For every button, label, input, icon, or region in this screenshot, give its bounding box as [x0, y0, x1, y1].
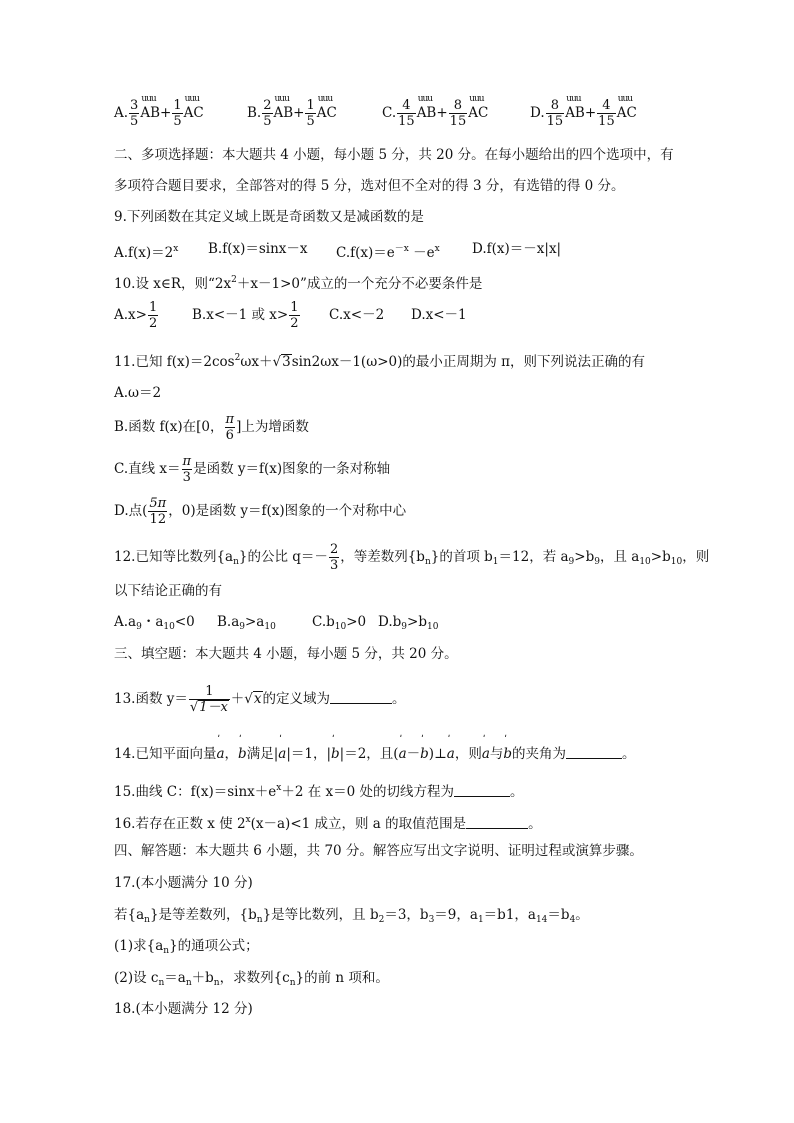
fraction: $\frac{8}{15}$ — [449, 98, 467, 129]
fraction: $\frac{8}{15}$ — [546, 98, 564, 129]
q12-option-b: $B.a_9>a_{10}$ — [217, 614, 276, 632]
q12-option-a: $A.a_9$・$a_{10}<0$ — [114, 614, 195, 632]
q11-option-a: A.ω＝2 — [114, 385, 162, 401]
q12-stem: 12.已知等比数列$\{a_n\}$的公比 q＝－ $\frac{2}{3}$ ，等差数列$\{b_n\}$的首项 $b_1=12$，若 $a_9>b_9$，且 $a_{10}>b_{10}$，则 — [114, 542, 710, 573]
q8-option-a: A. $\frac{3}{5}$ uuu AB+ $\frac{1}{5}$ uuu AC — [114, 94, 204, 129]
q9-stem: 9.下列函数在其定义域上既是奇函数又是减函数的是 — [114, 209, 424, 225]
q16: 16.若存在正数 x 使 $2^x(x-a)<1$ 成立，则 a 的取值范围是 。 — [114, 815, 542, 832]
fraction: $\frac{\pi}{3}$ — [182, 454, 192, 485]
vector-ac: uuu AC — [316, 94, 337, 121]
vector-b: ˈ b — [331, 735, 340, 762]
vector-ac: uuu AC — [183, 94, 204, 121]
vector-ac: uuu AC — [468, 94, 489, 121]
vector-ab: uuu AB — [273, 94, 294, 121]
q10-option-c: C.x<－2 — [329, 307, 385, 323]
q17-part2: (2)设 $c_n=a_n+b_n$，求数列$\{c_n\}$的前 n 项和。 — [114, 970, 389, 988]
fraction: $\frac{1}{5}$ — [306, 98, 315, 129]
vector-a: ˈ a — [446, 735, 455, 762]
fraction: $\frac{4}{15}$ — [598, 98, 615, 129]
vector-a: ˈ a — [216, 735, 225, 762]
q15: 15.曲线 C：$f(x)=\sin x+e^x+2$ 在 x＝0 处的切线方程为 。 — [114, 783, 524, 800]
vector-a: ˈ a — [481, 735, 490, 762]
answer-blank[interactable] — [454, 784, 510, 797]
q17-heading: 17.(本小题满分 10 分) — [114, 875, 253, 891]
fraction: $\frac{1}{2}$ — [148, 300, 158, 331]
fraction: $\frac{2}{5}$ — [263, 98, 272, 129]
q9-option-c: $C.f(x)=e^{-x} -e^x$ — [336, 244, 440, 261]
q9-option-a: $A.f(x)=2^x$ — [114, 244, 179, 261]
answer-blank[interactable] — [566, 746, 622, 759]
q10-option-b: B.x<－1 或 x> $\frac{1}{2}$ — [192, 300, 299, 331]
q18-heading: 18.(本小题满分 12 分) — [114, 1001, 253, 1017]
fraction: $\frac{1}{5}$ — [173, 98, 182, 129]
q14: 14.已知平面向量 ˈ a， ˈ b满足| ˈ a|＝1，| ˈ b|＝2，且( ˈ a－ ˈ b)⊥ ˈ a，则 ˈ a与 ˈ b的夹角为 。 — [114, 735, 636, 762]
fraction: $\frac{3}{5}$ — [130, 98, 139, 129]
vector-a: ˈ a — [398, 735, 407, 762]
q8-option-c: C. $\frac{4}{15}$ uuu AB+ $\frac{8}{15}$ uuu AC — [382, 94, 489, 129]
section2-text: 多项符合题目要求，全部答对的得 5 分，选对但不全对的得 3 分，有选错的得 0 分。 — [114, 178, 625, 194]
q11-stem: 11.已知 $f(x)=2\cos^2\omega x+√3\sin 2\omega x-1(\omega>0)$的最小正周期为 π，则下列说法正确的有 — [114, 353, 646, 370]
q12-option-d: $D.b_9>b_{10}$ — [378, 614, 439, 632]
vector-b: ˈ b — [238, 735, 247, 762]
q11-option-d: D.点( $\frac{5\pi}{12}$ ，0)是函数 y＝f(x)图象的一个对称中心 — [114, 496, 407, 527]
q17-part1: (1)求$\{a_n\}$的通项公式； — [114, 938, 259, 956]
q9-option-d: D.f(x)＝－x|x| — [472, 241, 562, 257]
q12-option-c: $C.b_{10}>0$ — [312, 614, 367, 632]
q9-option-b: B.f(x)＝sinx－x — [208, 241, 308, 257]
fraction: $\frac{\pi}{6}$ — [225, 412, 235, 443]
vector-a: ˈ a — [278, 735, 287, 762]
vector-ab: uuu AB — [140, 94, 160, 121]
q17-stem: 若$\{a_n\}$是等差数列，$\{b_n\}$是等比数列，且 $b_2=3$，$b_3=9$，$a_1=b1$，$a_{14}=b_4$。 — [114, 907, 589, 925]
sqrt-sign: √ — [189, 700, 199, 715]
fraction: $\frac{1}{2}$ — [290, 300, 299, 331]
q8-option-b: B. $\frac{2}{5}$ uuu AB+ $\frac{1}{5}$ uuu AC — [247, 94, 337, 129]
q10-stem: 10.设 x∈R，则“$2x^2+x-1>0$”成立的一个充分不必要条件是 — [114, 275, 483, 292]
answer-blank[interactable] — [466, 816, 528, 829]
fraction: $\frac{2}{3}$ — [329, 542, 339, 573]
q11-option-b: B.函数 f(x)在[0， $\frac{\pi}{6}$ ]上为增函数 — [114, 412, 309, 443]
q10-option-d: D.x<－1 — [411, 307, 467, 323]
sqrt-sign: √ — [272, 354, 282, 370]
q13: 13.函数 y＝ $\frac{1}{√1-x}$ ＋√x的定义域为 。 — [114, 684, 406, 715]
fraction: $\frac{5\pi}{12}$ — [149, 496, 167, 527]
q12-stem-cont: 以下结论正确的有 — [114, 583, 222, 599]
sqrt-sign: √ — [244, 691, 253, 707]
option-letter: A. — [114, 105, 129, 121]
section3-heading: 三、填空题：本大题共 4 小题，每小题 5 分，共 20 分。 — [114, 646, 458, 662]
q11-option-c: C.直线 x＝ $\frac{\pi}{3}$ 是函数 y＝f(x)图象的一条对称轴 — [114, 454, 391, 485]
fraction: $\frac{1}{√1-x}$ — [189, 684, 228, 715]
vector-ac: uuu AC — [616, 94, 637, 121]
fraction: $\frac{4}{15}$ — [398, 98, 415, 129]
vector-ab: uuu AB — [416, 94, 437, 121]
answer-blank[interactable] — [330, 691, 392, 704]
q8-option-d: D. $\frac{8}{15}$ uuu AB+ $\frac{4}{15}$ uuu AC — [530, 94, 637, 129]
q10-option-a: A.x> $\frac{1}{2}$ — [114, 300, 158, 331]
section4-heading: 四、解答题：本大题共 6 小题，共 70 分。解答应写出文字说明、证明过程或演算步骤。 — [114, 843, 643, 859]
vector-b: ˈ b — [420, 735, 429, 762]
section2-heading: 二、多项选择题：本大题共 4 小题，每小题 5 分，共 20 分。在每小题给出的四个选项中，有 — [114, 147, 674, 163]
vector-b: ˈ b — [503, 735, 513, 762]
vector-ab: uuu AB — [565, 94, 585, 121]
